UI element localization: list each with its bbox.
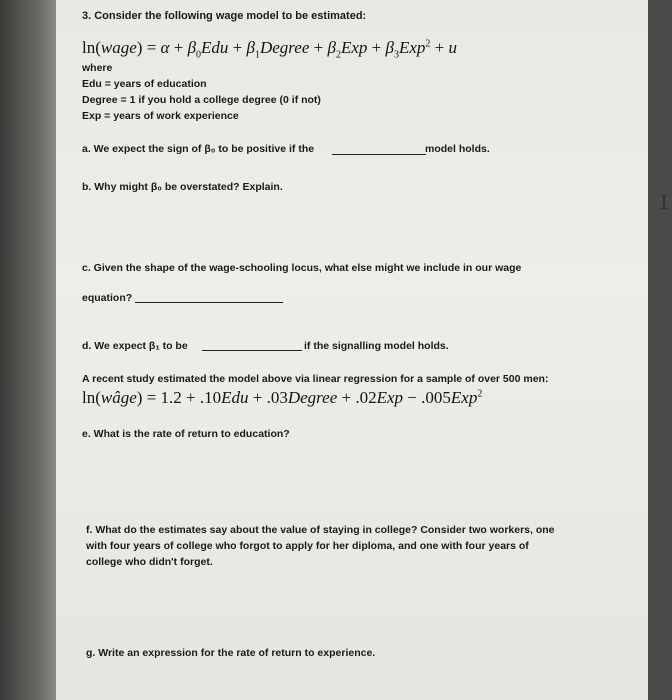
- question-title: 3. Consider the following wage model to be estimated:: [82, 10, 367, 22]
- model-equation: ln(wage) = $\alpha + \beta_0Edu$ + $\beta_1Degree + \beta_2Exp + \beta_3Exp^2 + u$: [82, 38, 457, 61]
- part-c-line1: c. Given the shape of the wage-schooling locus, what else might we include in our wage: [82, 262, 522, 274]
- part-f-line1: f. What do the estimates say about the value of staying in college? Consider two workers, one: [86, 524, 555, 536]
- study-intro: A recent study estimated the model above via linear regression for a sample of over 500 men:: [82, 373, 549, 385]
- worksheet-page: [56, 0, 668, 700]
- part-b-text: b. Why might β₀ be overstated? Explain.: [82, 181, 283, 193]
- part-f-line2: with four years of college who forgot to apply for her diploma, and one with four years of: [86, 540, 529, 552]
- part-d-text-end: if the signalling model holds.: [304, 340, 449, 352]
- part-c-blank[interactable]: [135, 302, 283, 303]
- part-a-text: a. We expect the sign of β₀ to be positive if the: [82, 143, 315, 155]
- part-a-blank[interactable]: [332, 154, 426, 155]
- part-d-blank[interactable]: [202, 350, 302, 351]
- part-a-text-end: model holds.: [425, 143, 490, 155]
- where-label: where: [82, 62, 113, 74]
- part-f-line3: college who didn't forget.: [86, 556, 213, 568]
- definition-edu: Edu = years of education: [82, 78, 207, 90]
- definition-degree: Degree = 1 if you hold a college degree (0 if not): [82, 94, 321, 106]
- part-d-text: d. We expect β₁ to be: [82, 340, 188, 352]
- part-e-text: e. What is the rate of return to education?: [82, 428, 290, 440]
- definition-exp: Exp = years of work experience: [82, 110, 239, 122]
- text-cursor-icon: I: [660, 190, 668, 214]
- part-g-text: g. Write an expression for the rate of return to experience.: [86, 647, 376, 659]
- photo-left-shadow: [0, 0, 56, 700]
- part-c-line2: equation?: [82, 292, 133, 304]
- estimated-equation: ln(wâge) = 1.2 + .10Edu + .03Degree + .02Exp − .005Exp$^2$: [82, 388, 483, 407]
